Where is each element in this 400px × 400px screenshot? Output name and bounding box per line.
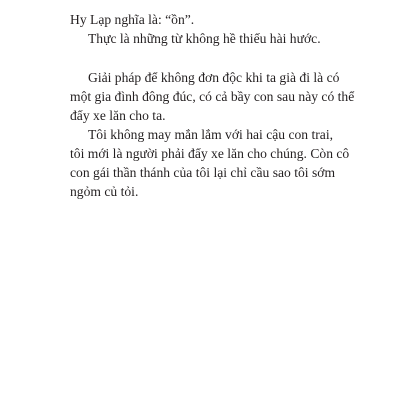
text-line: ngỏm củ tỏi. — [70, 184, 139, 199]
text-line: con gái thần thánh của tôi lại chỉ cầu sao tôi sớm — [70, 165, 336, 180]
paragraph-sons-and-daughter — [70, 125, 350, 201]
text-line: Tôi không may mắn lắm với hai cậu con trai, — [88, 127, 334, 142]
text-line: Hy Lạp nghĩa là: “ồn”. — [70, 12, 195, 27]
text-line: đẩy xe lăn cho ta. — [70, 108, 166, 123]
continued-paragraph — [70, 10, 334, 48]
text-line: Giải pháp để không đơn độc khi ta già đi là có — [88, 70, 340, 85]
text-line: tôi mới là người phải đẩy xe lăn cho chúng. Còn cô — [70, 146, 350, 161]
text-line: Thực là những từ không hề thiếu hài hước. — [88, 31, 321, 46]
paragraph-lonely-old-age — [70, 68, 355, 125]
text-line: một gia đình đông đúc, có cả bầy con sau này có thể — [70, 89, 355, 104]
main-text — [70, 68, 355, 201]
